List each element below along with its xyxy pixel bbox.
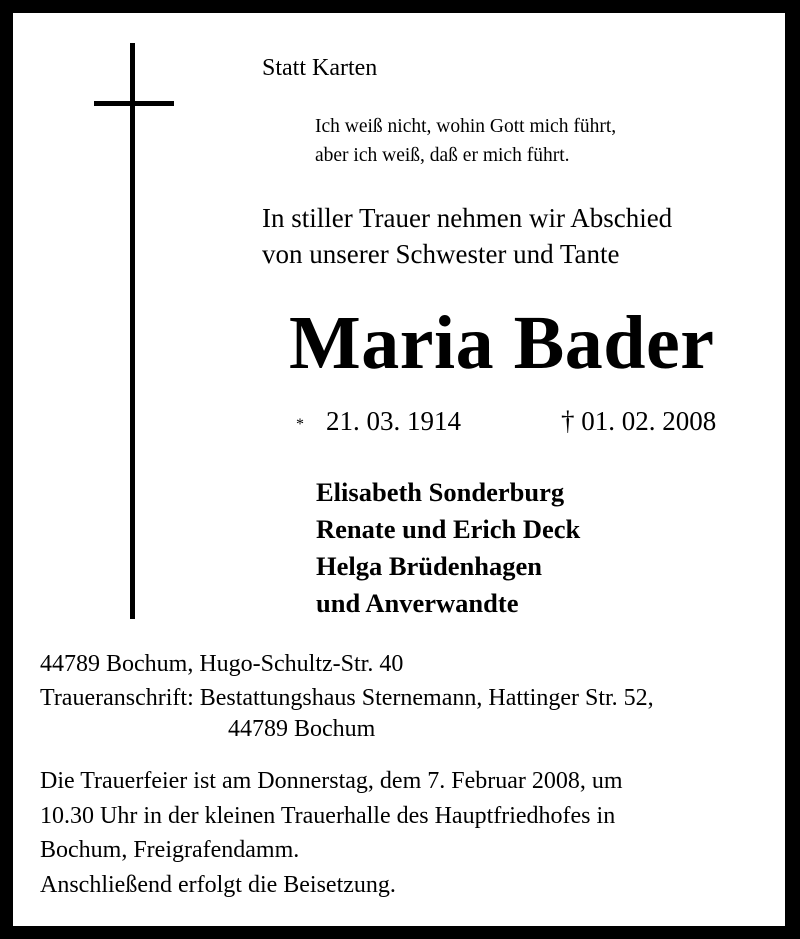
mourner-item: Helga Brüdenhagen xyxy=(316,551,543,581)
quote-line-2: aber ich weiß, daß er mich führt. xyxy=(315,145,570,166)
deceased-name: Maria Bader xyxy=(289,301,715,385)
birth-date: 21. 03. 1914 xyxy=(326,406,461,436)
home-address: 44789 Bochum, Hugo-Schultz-Str. 40 xyxy=(40,651,404,677)
mourning-address: Traueranschrift: Bestattungshaus Sternemann, Hattinger Str. 52, xyxy=(40,685,654,711)
ceremony-line: Die Trauerfeier ist am Donnerstag, dem 7. Februar 2008, um xyxy=(40,768,623,794)
death-date: † 01. 02. 2008 xyxy=(561,406,717,436)
ceremony-line: Anschließend erfolgt die Beisetzung. xyxy=(40,871,396,898)
mourning-intro xyxy=(262,200,672,272)
ceremony-line: 10.30 Uhr in der kleinen Trauerhalle des Hauptfriedhofes in xyxy=(40,802,616,829)
quote-line-1: Ich weiß nicht, wohin Gott mich führt, xyxy=(315,116,617,137)
bible-quote xyxy=(315,112,616,170)
ceremony-line: Bochum, Freigrafendamm. xyxy=(40,837,300,863)
intro-line-1: In stiller Trauer nehmen wir Abschied xyxy=(262,203,673,233)
funeral-ceremony-info xyxy=(40,764,623,902)
statt-karten-heading: Statt Karten xyxy=(262,55,378,81)
mourner-item: und Anverwandte xyxy=(316,588,519,618)
mourners-list xyxy=(316,474,580,622)
mourning-address-city: 44789 Bochum xyxy=(228,716,376,742)
mourner-item: Elisabeth Sonderburg xyxy=(316,477,565,507)
mourner-item: Renate und Erich Deck xyxy=(316,514,581,544)
cross-vertical-bar xyxy=(130,43,135,619)
intro-line-2: von unserer Schwester und Tante xyxy=(262,239,620,269)
birth-star-icon: * xyxy=(296,416,304,433)
cross-horizontal-bar xyxy=(94,101,174,106)
